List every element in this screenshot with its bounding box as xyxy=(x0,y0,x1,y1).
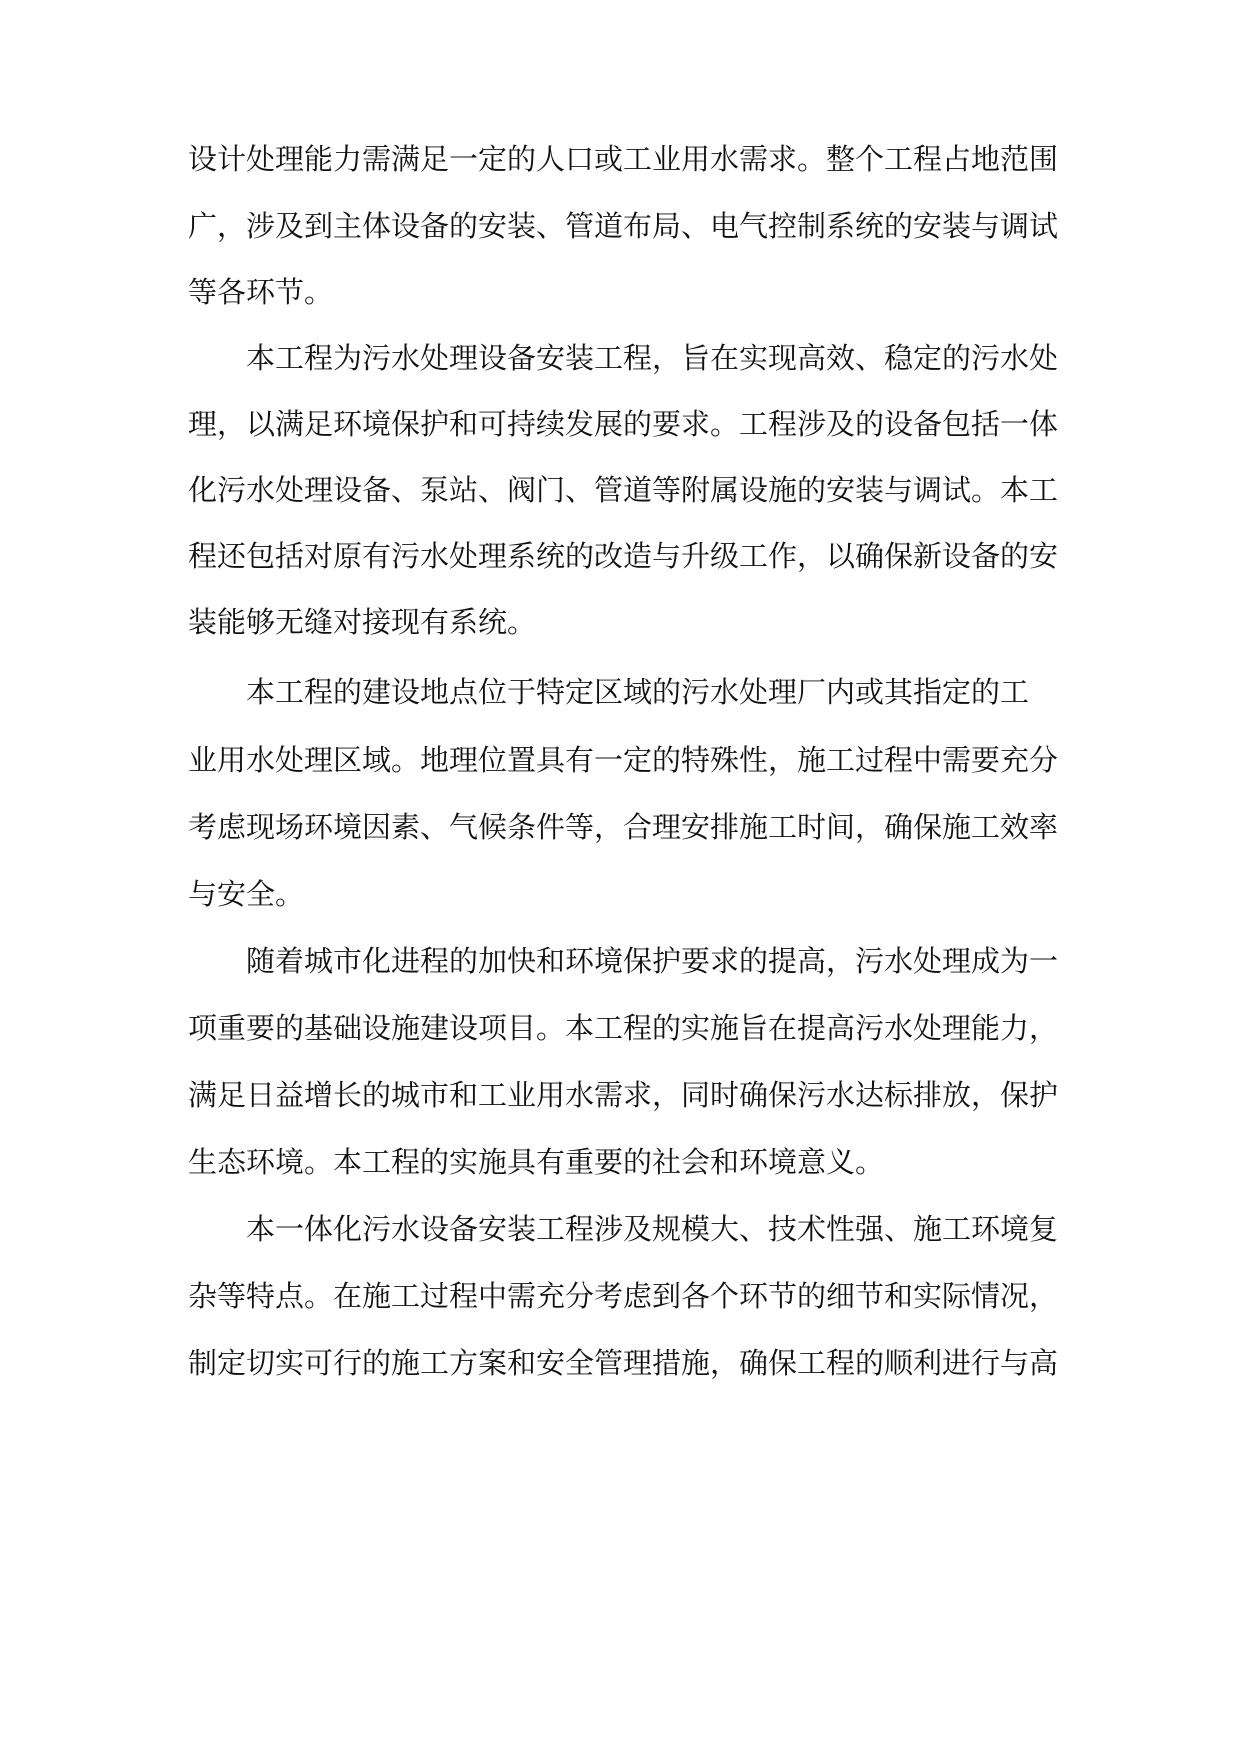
text-line: 与安全。 xyxy=(188,877,305,911)
text-line: 考虑现场环境因素、气候条件等，合理安排施工时间，确保施工效率 xyxy=(188,810,1059,844)
text-line: 设计处理能力需满足一定的人口或工业用水需求。整个工程占地范围 xyxy=(188,142,1059,176)
text-line: 业用水处理区域。地理位置具有一定的特殊性，施工过程中需要充分 xyxy=(188,743,1059,777)
text-line: 理，以满足环境保护和可持续发展的要求。工程涉及的设备包括一体 xyxy=(188,407,1059,441)
text-line: 装能够无缝对接现有系统。 xyxy=(188,605,537,639)
text-line: 制定切实可行的施工方案和安全管理措施，确保工程的顺利进行与高 xyxy=(188,1346,1059,1380)
text-line: 满足日益增长的城市和工业用水需求，同时确保污水达标排放，保护 xyxy=(188,1078,1059,1112)
text-line: 杂等特点。在施工过程中需充分考虑到各个环节的细节和实际情况， xyxy=(188,1279,1059,1313)
text-line: 等各环节。 xyxy=(188,275,334,309)
paragraph-first-line: 本工程为污水处理设备安装工程，旨在实现高效、稳定的污水处 xyxy=(246,341,1059,375)
text-line: 化污水处理设备、泵站、阀门、管道等附属设施的安装与调试。本工 xyxy=(188,473,1059,507)
text-line: 生态环境。本工程的实施具有重要的社会和环境意义。 xyxy=(188,1145,885,1179)
paragraph-first-line: 本一体化污水设备安装工程涉及规模大、技术性强、施工环境复 xyxy=(246,1212,1059,1246)
text-line: 广，涉及到主体设备的安装、管道布局、电气控制系统的安装与调试 xyxy=(188,209,1059,243)
paragraph-first-line: 本工程的建设地点位于特定区域的污水处理厂内或其指定的工 xyxy=(246,675,1030,709)
paragraph-first-line: 随着城市化进程的加快和环境保护要求的提高，污水处理成为一 xyxy=(246,944,1059,978)
text-line: 程还包括对原有污水处理系统的改造与升级工作，以确保新设备的安 xyxy=(188,539,1059,573)
text-line: 项重要的基础设施建设项目。本工程的实施旨在提高污水处理能力， xyxy=(188,1011,1059,1045)
